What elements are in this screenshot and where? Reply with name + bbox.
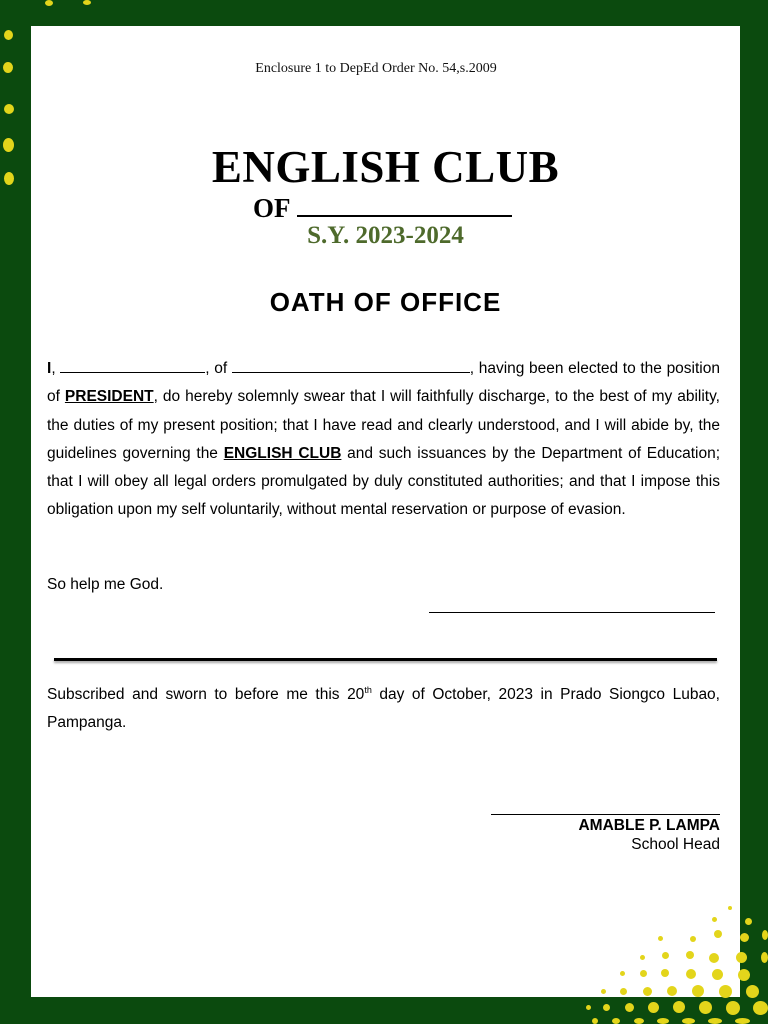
dot bbox=[740, 933, 749, 942]
dot bbox=[620, 971, 625, 976]
dot bbox=[643, 987, 652, 996]
dot bbox=[686, 951, 694, 959]
dot bbox=[726, 1001, 740, 1015]
ordinal-suffix: th bbox=[364, 684, 372, 695]
dot bbox=[699, 1001, 712, 1014]
dot bbox=[712, 969, 723, 980]
dot bbox=[657, 1018, 669, 1024]
dot bbox=[714, 930, 722, 938]
dot bbox=[661, 969, 669, 977]
oath-paragraph: I, , of , having been elected to the position of PRESIDENT, do hereby solemnly swear that I will faithfully discharge, to the best of my ability, the duties of my present position; that I have read and clearly understood, and I will abide by, the guidelines governing the ENGLISH CLUB and such issuances by the Department of Education; that I will obey all legal orders promulgated by duly constituted authorities; and that I impose this obligation upon my self voluntarily, without mental reservation or purpose of evasion. bbox=[47, 355, 720, 525]
document-page bbox=[31, 26, 740, 997]
closing-line: So help me God. bbox=[47, 576, 164, 593]
signatory-title: School Head bbox=[631, 836, 720, 853]
dot bbox=[3, 138, 14, 152]
dot bbox=[603, 1004, 610, 1011]
enclosure-reference: Enclosure 1 to DepEd Order No. 54,s.2009 bbox=[255, 61, 497, 76]
dot bbox=[761, 952, 768, 963]
of-line bbox=[253, 188, 512, 224]
sworn-text-before: Subscribed and sworn to before me this 20 bbox=[47, 686, 365, 703]
sworn-text-after: day of October, 2023 in Prado Siongco Lubao, Pampanga. bbox=[47, 686, 720, 732]
dot bbox=[620, 988, 627, 995]
dot bbox=[728, 906, 732, 910]
oath-title: OATH OF OFFICE bbox=[269, 287, 502, 317]
club-title: ENGLISH CLUB bbox=[211, 142, 560, 192]
oath-text-part-1: , having been elected to the position of bbox=[47, 360, 720, 406]
dot bbox=[3, 62, 13, 73]
dot bbox=[83, 0, 91, 5]
position-name: PRESIDENT bbox=[64, 388, 154, 406]
club-name: ENGLISH CLUB bbox=[223, 444, 342, 462]
name-blank bbox=[60, 356, 205, 373]
school-year: S.Y. 2023-2024 bbox=[307, 222, 464, 249]
dot bbox=[640, 970, 647, 977]
dot bbox=[682, 1018, 695, 1024]
organization-blank bbox=[232, 356, 470, 373]
dot bbox=[738, 969, 750, 981]
school-name-blank bbox=[297, 188, 512, 217]
dot bbox=[719, 985, 732, 998]
dot bbox=[662, 952, 669, 959]
dot bbox=[601, 989, 606, 994]
oath-taker-signature-line bbox=[429, 612, 715, 613]
dot bbox=[45, 0, 53, 6]
dot bbox=[690, 936, 696, 942]
dot bbox=[640, 955, 645, 960]
dot bbox=[746, 985, 759, 998]
dot bbox=[708, 1018, 722, 1024]
dot bbox=[712, 917, 717, 922]
dot bbox=[673, 1001, 685, 1013]
dot bbox=[4, 172, 14, 185]
oath-text-part-2: , do hereby solemnly swear that I will faithfully discharge, to the best of my ability, the duties of my present position; that I have read and clearly understood, and I will abide by, the guidelines governing the bbox=[47, 388, 720, 462]
dot bbox=[735, 1018, 750, 1024]
dot bbox=[667, 986, 677, 996]
administrator-signature-line bbox=[491, 814, 720, 815]
dot bbox=[612, 1018, 620, 1024]
dot bbox=[592, 1018, 598, 1024]
dot bbox=[4, 30, 13, 40]
of-label: OF bbox=[253, 193, 291, 223]
dot bbox=[4, 104, 14, 114]
section-divider bbox=[54, 658, 717, 661]
dot bbox=[658, 936, 663, 941]
dot bbox=[686, 969, 696, 979]
dot bbox=[753, 1001, 768, 1015]
dot bbox=[745, 918, 752, 925]
dot bbox=[625, 1003, 634, 1012]
dot bbox=[709, 953, 719, 963]
dot bbox=[648, 1002, 659, 1013]
pronoun-i: I bbox=[47, 360, 52, 377]
signatory-name: AMABLE P. LAMPA bbox=[578, 817, 720, 834]
sworn-statement bbox=[47, 681, 720, 738]
dot bbox=[762, 930, 768, 940]
dot bbox=[736, 952, 747, 963]
dot bbox=[692, 985, 704, 997]
dot bbox=[634, 1018, 644, 1024]
of-word: , of bbox=[205, 360, 228, 377]
oath-text-part-3: and such issuances by the Department of Education; that I will obey all legal orders promulgated by duly constituted authorities; and that I impose this obligation upon my self voluntarily, without mental reservation or purpose of evasion. bbox=[47, 444, 721, 519]
dot bbox=[586, 1005, 591, 1010]
